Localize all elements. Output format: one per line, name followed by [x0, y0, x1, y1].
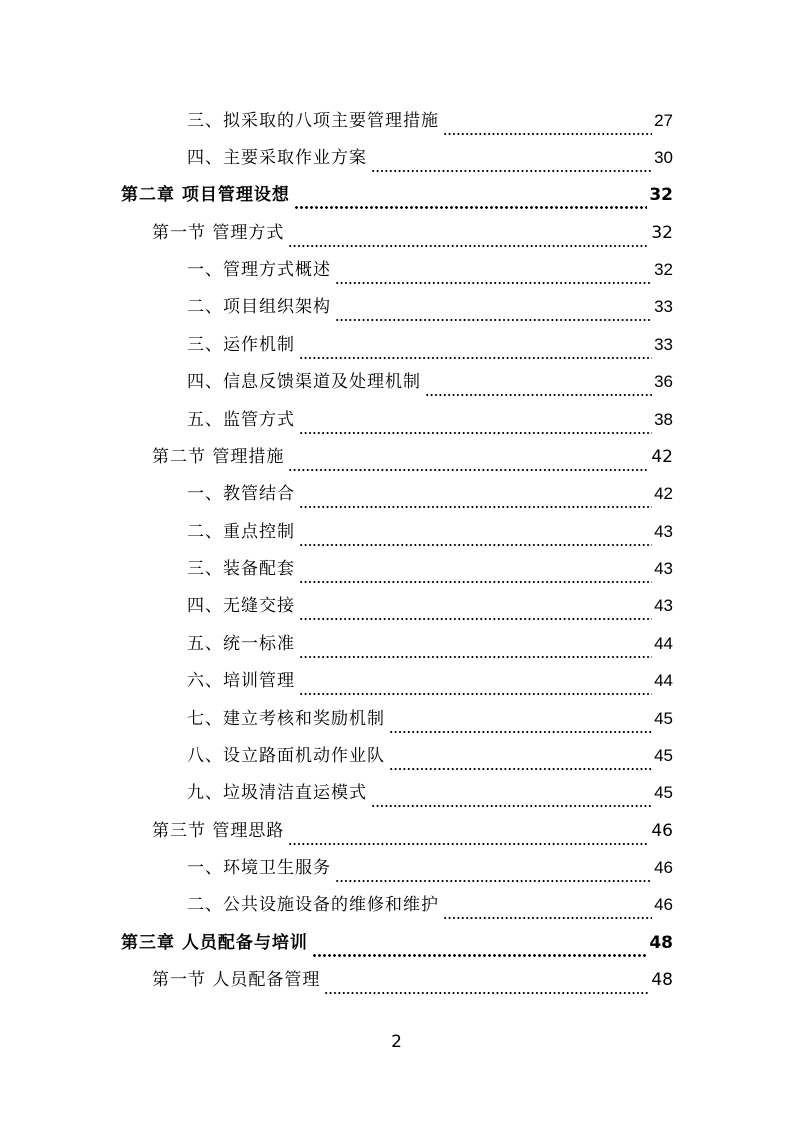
toc-entry-label: 二、项目组织架构	[187, 297, 331, 317]
toc-entry-page: 43	[654, 596, 673, 615]
dot-leader	[299, 544, 652, 546]
toc-section-entry[interactable]	[152, 442, 673, 479]
dot-leader	[389, 731, 652, 733]
toc-entry-label: 三、装备配套	[187, 559, 295, 579]
toc-entry[interactable]	[187, 517, 673, 554]
dot-leader	[335, 880, 652, 882]
toc-entry-page: 30	[654, 148, 673, 167]
toc-entry-label: 五、统一标准	[187, 634, 295, 654]
toc-entry-label: 一、教管结合	[187, 484, 295, 504]
toc-entry-page: 36	[654, 372, 673, 391]
toc-entry-page: 46	[651, 821, 673, 841]
dot-leader	[299, 693, 652, 695]
toc-entry[interactable]	[187, 591, 673, 628]
toc-entry-label: 五、监管方式	[187, 410, 295, 430]
toc-section-entry[interactable]	[152, 965, 673, 1002]
toc-entry-page: 46	[654, 858, 673, 877]
toc-entry[interactable]	[187, 629, 673, 666]
toc-section-entry[interactable]	[152, 218, 673, 255]
dot-leader	[299, 581, 652, 583]
dot-leader	[371, 805, 652, 807]
toc-entry-label: 七、建立考核和奖励机制	[187, 709, 385, 729]
toc-entry[interactable]	[187, 890, 673, 927]
toc-entry-label: 二、重点控制	[187, 522, 295, 542]
toc-entry-label: 一、环境卫生服务	[187, 858, 331, 878]
toc-entry-page: 45	[654, 783, 673, 802]
toc-entry-page: 48	[649, 933, 673, 953]
toc-entry-label: 第二章 项目管理设想	[121, 185, 290, 205]
toc-entry-page: 32	[649, 185, 673, 205]
toc-entry[interactable]	[187, 330, 673, 367]
toc-entry-page: 43	[654, 559, 673, 578]
dot-leader	[288, 843, 649, 845]
toc-chapter-entry[interactable]	[121, 928, 673, 965]
toc-entry-page: 42	[654, 484, 673, 503]
page-number: 2	[391, 1032, 402, 1052]
toc-entry-label: 第三章 人员配备与培训	[121, 933, 308, 953]
toc-entry-page: 48	[651, 970, 673, 990]
toc-entry-page: 45	[654, 746, 673, 765]
dot-leader	[299, 357, 652, 359]
toc-entry[interactable]	[187, 367, 673, 404]
toc-entry-label: 四、无缝交接	[187, 596, 295, 616]
toc-section-entry[interactable]	[152, 816, 673, 853]
toc-entry-page: 43	[654, 522, 673, 541]
toc-entry-label: 三、运作机制	[187, 335, 295, 355]
toc-entry[interactable]	[187, 479, 673, 516]
toc-entry-label: 第一节 人员配备管理	[152, 970, 321, 990]
toc-entry[interactable]	[187, 292, 673, 329]
dot-leader	[288, 469, 649, 471]
toc-entry-page: 38	[654, 410, 673, 429]
toc-entry-label: 第一节 管理方式	[152, 223, 285, 243]
toc-entry-label: 第二节 管理措施	[152, 447, 285, 467]
dot-leader	[335, 319, 652, 321]
dot-leader	[443, 133, 652, 135]
toc-entry[interactable]	[187, 255, 673, 292]
toc-entry[interactable]	[187, 853, 673, 890]
dot-leader	[299, 432, 652, 434]
dot-leader	[299, 618, 652, 620]
toc-entry-page: 46	[654, 895, 673, 914]
dot-leader	[425, 394, 652, 396]
toc-entry[interactable]	[187, 143, 673, 180]
toc-entry-page: 27	[654, 111, 673, 130]
toc-entry-page: 32	[654, 260, 673, 279]
toc-entry-label: 六、培训管理	[187, 671, 295, 691]
toc-chapter-entry[interactable]	[121, 180, 673, 217]
toc-entry-label: 第三节 管理思路	[152, 821, 285, 841]
dot-leader	[324, 992, 649, 994]
dot-leader	[288, 245, 649, 247]
toc-entry-label: 九、垃圾清洁直运模式	[187, 783, 367, 803]
toc-entry-page: 45	[654, 709, 673, 728]
toc-entry-label: 四、信息反馈渠道及处理机制	[187, 372, 421, 392]
toc-entry-page: 33	[654, 297, 673, 316]
toc-entry[interactable]	[187, 106, 673, 143]
dot-leader	[294, 206, 647, 209]
toc-entry-page: 32	[651, 223, 673, 243]
toc-entry-label: 三、拟采取的八项主要管理措施	[187, 111, 439, 131]
dot-leader	[335, 282, 652, 284]
dot-leader	[371, 170, 652, 172]
toc-entry-label: 二、公共设施设备的维修和维护	[187, 895, 439, 915]
toc-entry[interactable]	[187, 704, 673, 741]
toc-entry[interactable]	[187, 666, 673, 703]
dot-leader	[389, 768, 652, 770]
toc-entry[interactable]	[187, 741, 673, 778]
toc-entry[interactable]	[187, 405, 673, 442]
toc-entry-page: 33	[654, 335, 673, 354]
toc-entry[interactable]	[187, 778, 673, 815]
toc-entry-label: 四、主要采取作业方案	[187, 148, 367, 168]
toc-entry-page: 42	[651, 447, 673, 467]
dot-leader	[299, 656, 652, 658]
toc-entry-page: 44	[654, 671, 673, 690]
toc-entry[interactable]	[187, 554, 673, 591]
dot-leader	[443, 917, 652, 919]
dot-leader	[312, 954, 647, 957]
dot-leader	[299, 506, 652, 508]
toc-entry-label: 一、管理方式概述	[187, 260, 331, 280]
toc-entry-page: 44	[654, 634, 673, 653]
toc-entry-label: 八、设立路面机动作业队	[187, 746, 385, 766]
